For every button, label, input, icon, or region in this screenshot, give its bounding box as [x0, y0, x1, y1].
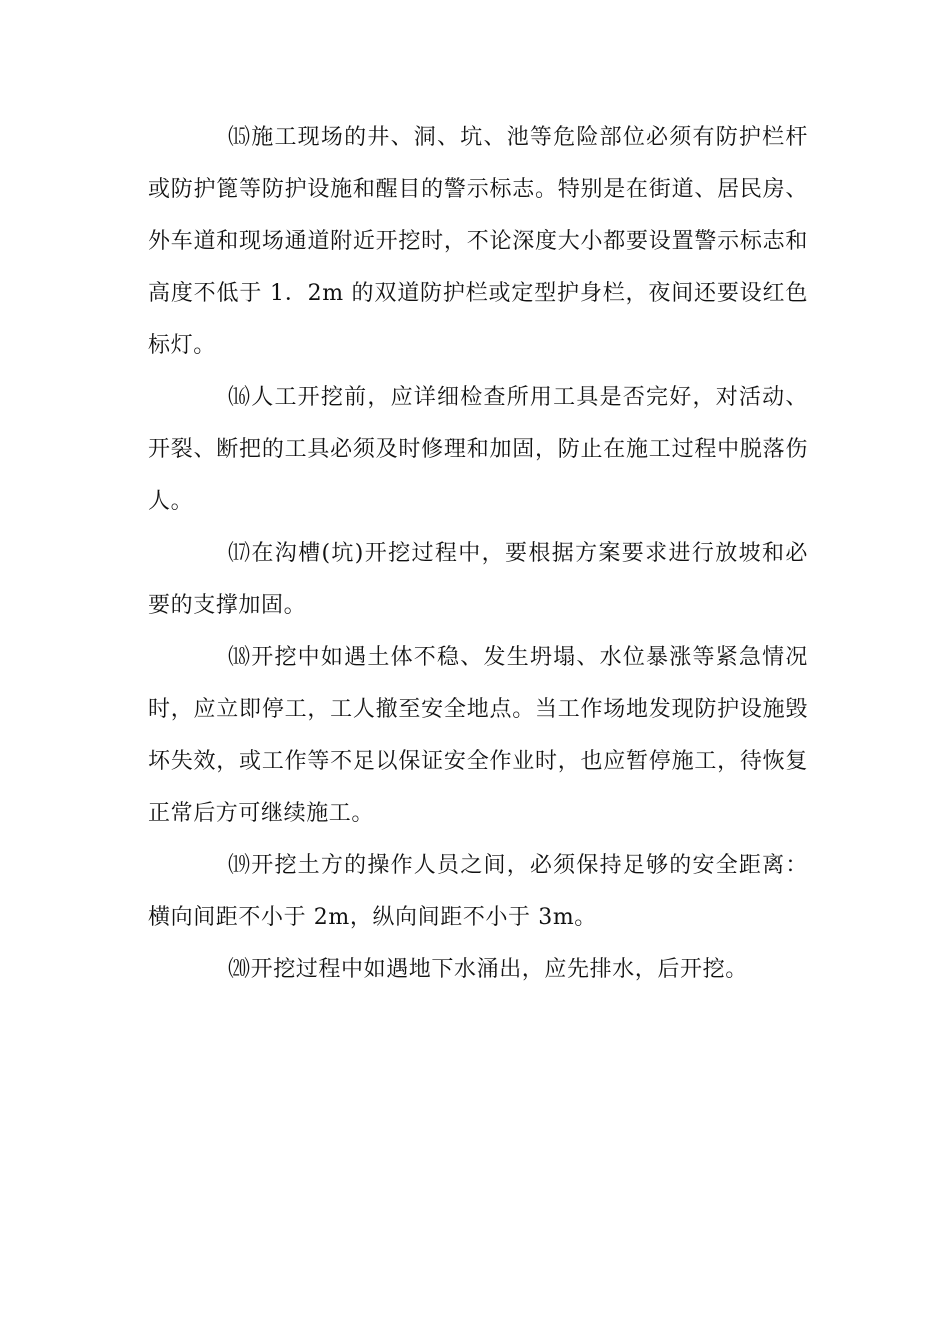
paragraph-18: ⒅开挖中如遇土体不稳、发生坍塌、水位暴涨等紧急情况时，应立即停工，工人撤至安全地点。当工作场地发现防护设施毁坏失效，或工作等不足以保证安全作业时，也应暂停施工，待恢复正常后方可继续施工。	[148, 645, 808, 826]
document-body	[148, 112, 808, 996]
paragraph-17: ⒄在沟槽(坑)开挖过程中，要根据方案要求进行放坡和必要的支撑加固。	[148, 541, 808, 618]
paragraph-15: ⒂施工现场的井、洞、坑、池等危险部位必须有防护栏杆或防护篦等防护设施和醒目的警示标志。特别是在街道、居民房、外车道和现场通道附近开挖时，不论深度大小都要设置警示标志和高度不低于 1．2m 的双道防护栏或定型护身栏，夜间还要设红色标灯。	[148, 125, 808, 358]
paragraph-16: ⒃人工开挖前，应详细检查所用工具是否完好，对活动、开裂、断把的工具必须及时修理和加固，防止在施工过程中脱落伤人。	[148, 385, 808, 514]
paragraph-20: ⒇开挖过程中如遇地下水涌出，应先排水，后开挖。	[228, 957, 748, 982]
paragraph-19: ⒆开挖土方的操作人员之间，必须保持足够的安全距离：横向间距不小于 2m，纵向间距不小于 3m。	[148, 853, 808, 930]
